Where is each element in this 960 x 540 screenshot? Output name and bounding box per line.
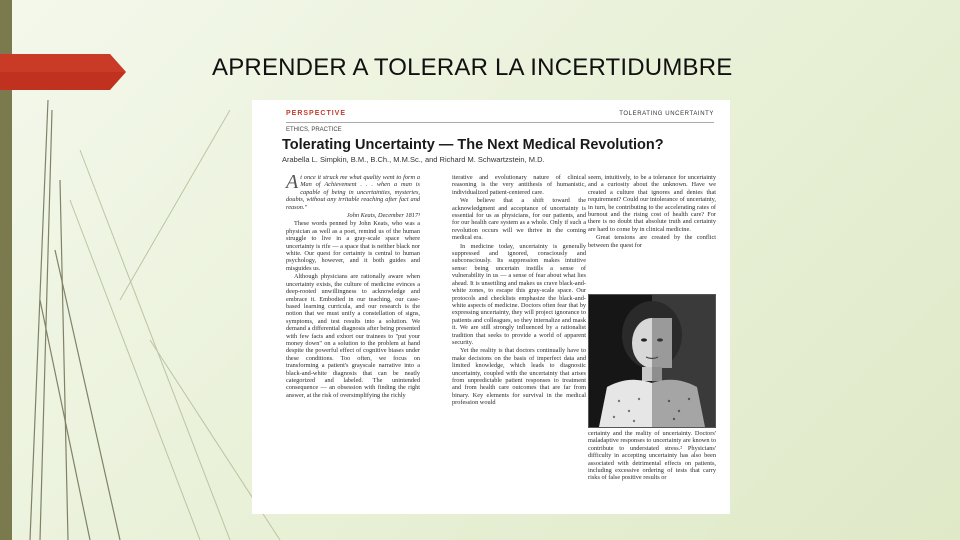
article-running-head: TOLERATING UNCERTAINTY [619,111,714,117]
article-title: Tolerating Uncertainty — The Next Medical Revolution? [282,137,664,153]
epigraph-attribution: John Keats, December 1817¹ [346,212,420,220]
paragraph: seem, intuitively, to be a tolerance for uncertainty and a curiosity about the unknown. Have we created a culture that ignores and denies that requirement? Could our intolerance of uncertainty, in turn, be contributing to the accelerating rates of burnout and the rising cost of health care? For there is no doubt that absolute truth and certainty are hard to come by in clinical medicine. [588,174,716,233]
paragraph: Great tensions are created by the conflict between the quest for [588,234,716,249]
paragraph: We believe that a shift toward the acknowledgment and acceptance of uncertainty is essential for us as physicians, for our patients, and for our health care system as a whole. Only if such a revolution occurs will we thrive in the coming medical era. [452,197,586,242]
paragraph: Although physicians are rationally aware when uncertainty exists, the culture of medicine evinces a deep-rooted unwillingness to acknowledge and embrace it. Embodied in our teaching, our case-based learning curricula, and our research is the notion that we must unify a constellation of signs, symptoms, and test results into a solution. We demand a differential diagnosis after being presented with few facts and exhort our trainees to "put your money down" on a solution to the problem at hand despite the powerful effect of cognitive biases under these conditions. Too often, we focus on transforming a patient's grayscale narrative into a black-and-white diagnosis that can be neatly categorized and labeled. The unintended consequence — an obsession with finding the right answer, at the risk of oversimplifying the richly [286,273,420,399]
paragraph: Yet the reality is that doctors continually have to make decisions on the basis of imperfect data and limited knowledge, which leads to diagnostic uncertainty, coupled with the uncertainty that arises from unpredictable patient responses to treatment and from health care outcomes that are far from binary. Key elements for survival in the medical profession would [452,347,586,407]
epigraph: t once it struck me what quality went to form a Man of Achievement . . . when a man is capable of being in uncertainties, mysteries, doubts, without any irritable reaching after fact and reason." [286,174,420,211]
article-column-1 [286,171,420,400]
article-section-label: PERSPECTIVE [286,110,347,117]
split-portrait-photo [588,294,716,428]
paragraph: certainty and the reality of uncertainty. Doctors' maladaptive responses to uncertainty are known to contribute to understated stress.² Physicians' difficulty in accepting uncertainty has also been associated with detrimental effects on patients, including excessive ordering of tests that carry risks of false positive results or [588,430,716,482]
slide-title: APRENDER A TOLERAR LA INCERTIDUMBRE [212,54,733,81]
drop-cap: A [286,171,299,193]
article-column-2 [452,174,586,408]
article-column-3 [588,174,716,292]
paragraph: These words penned by John Keats, who was a physician as well as a poet, remind us of the human struggle to live in a gray-scale space where uncertainty is rife — a space that is neither black nor white. Our quest for certainty is central to human psychology, however, and it both guides and misguides us. [286,220,420,272]
paragraph: In medicine today, uncertainty is generally suppressed and ignored, consciously and subconsciously. Its suppression makes intuitive sense: being uncertain instills a sense of vulnerability in us — a sense of fear about what lies ahead. It is unsettling and makes us crave black-and-white zones, to escape this gray-scale space. Our protocols and checklists emphasize the black-and-white aspects of medicine. Doctors often fear that by expressing uncertainty, they will project ignorance to patients and colleagues, so they internalize and mask it. We are still strongly influenced by a rationalist tradition that seeks to provide a world of apparent security. [452,242,586,346]
article-authors: Arabella L. Simpkin, B.M., B.Ch., M.M.Sc., and Richard M. Schwartzstein, M.D. [282,155,545,164]
article-image [252,100,730,514]
article-column-3-bottom [588,430,716,512]
paragraph: iterative and evolutionary nature of clinical reasoning is the very antithesis of humanistic, individualized patient-centered care. [452,174,586,196]
article-head-rule [286,122,714,123]
title-arrow-tab [0,54,126,90]
article-eyebrow: ETHICS, PRACTICE [286,127,342,133]
